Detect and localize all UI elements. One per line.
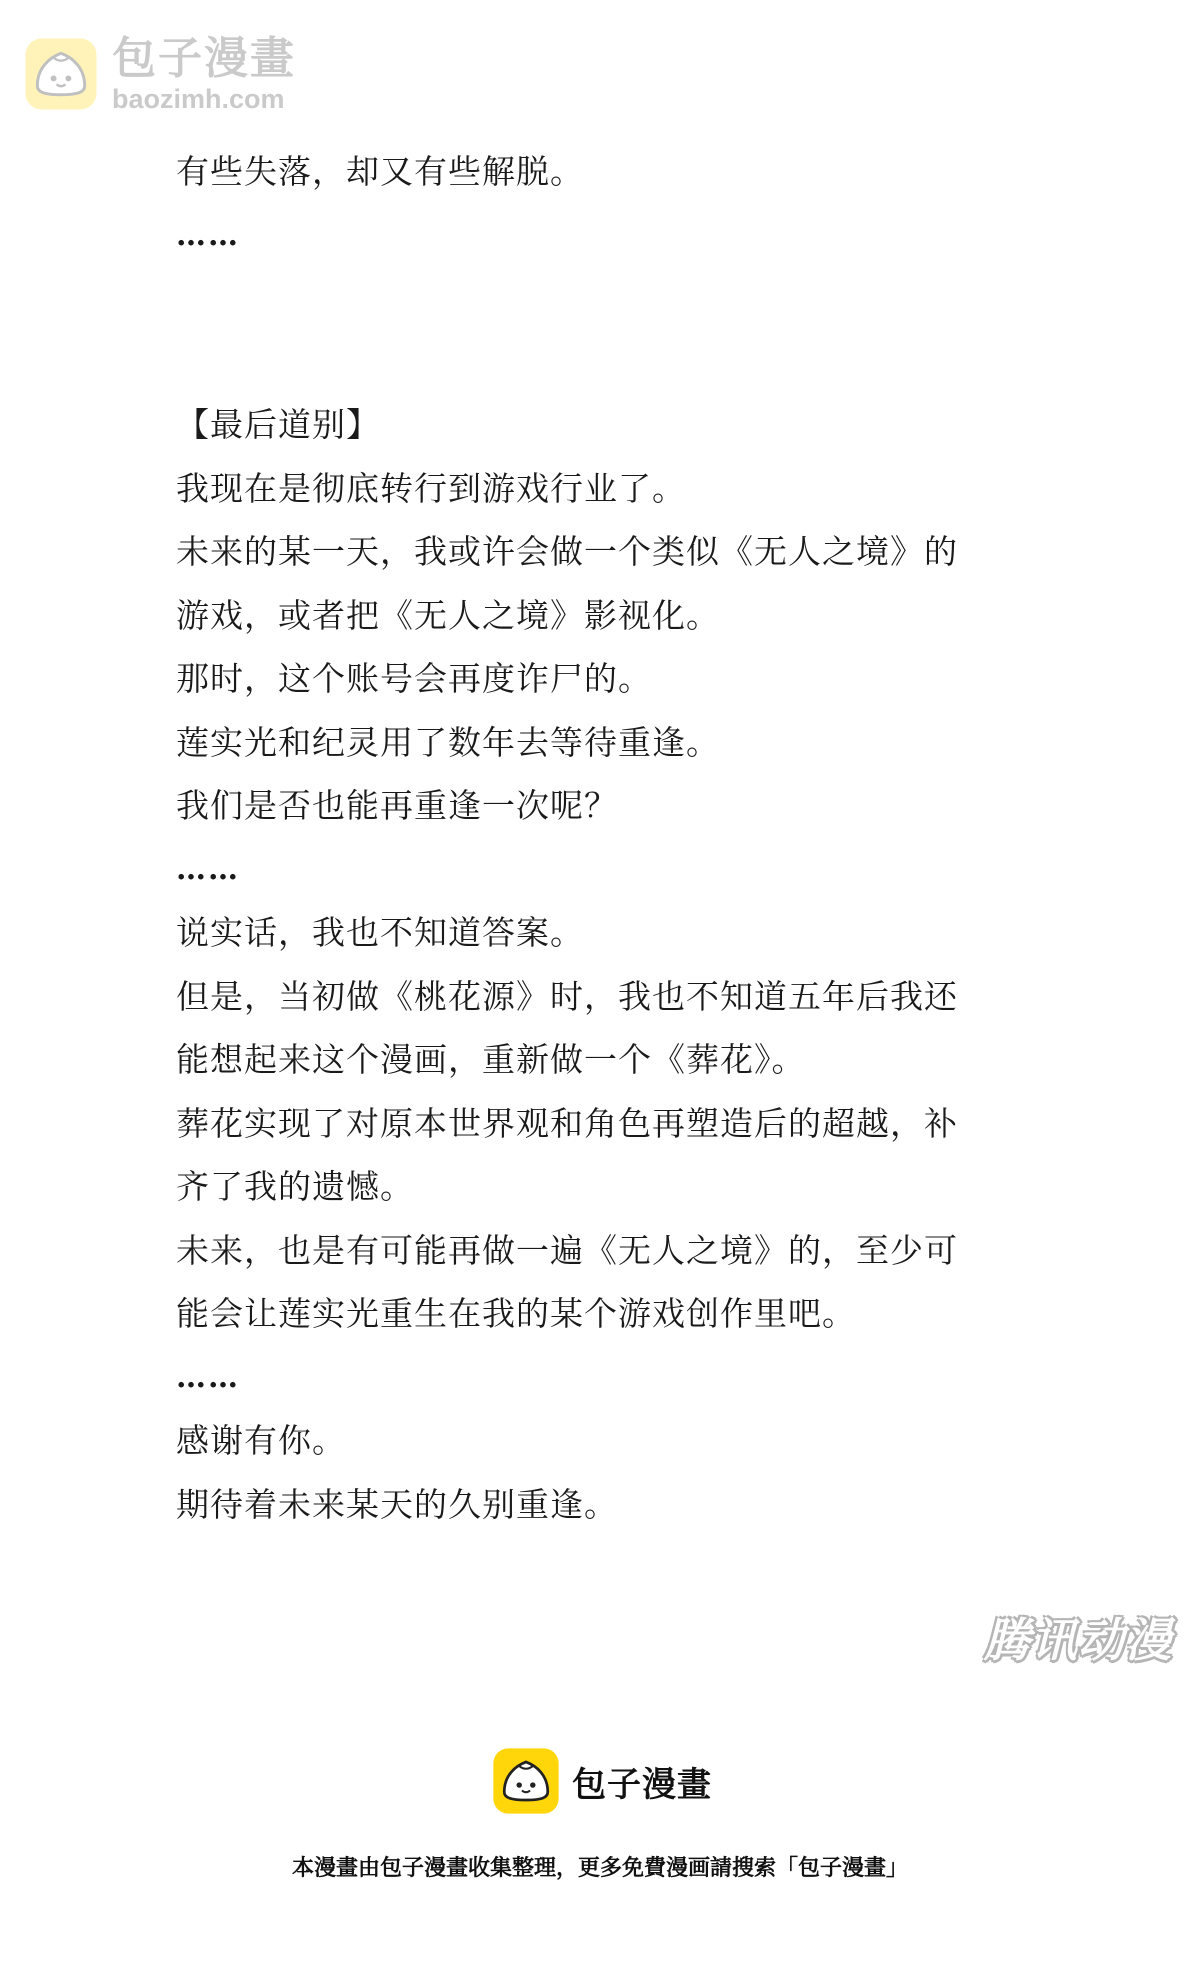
text-line: 但是，当初做《桃花源》时，我也不知道五年后我还: [176, 976, 958, 1016]
text-line: 我现在是彻底转行到游戏行业了。: [176, 468, 686, 508]
baozi-logo-icon: [492, 1747, 560, 1815]
tencent-comics-watermark: 腾讯动漫: [984, 1613, 1172, 1667]
article-body: [176, 140, 1076, 1536]
ellipsis-line: ……: [176, 851, 240, 887]
text-line: 能想起来这个漫画，重新做一个《葬花》。: [176, 1040, 806, 1079]
text-line: 齐了我的遗憾。: [176, 1167, 414, 1206]
text-line: 游戏，或者把《无人之境》影视化。: [176, 595, 720, 635]
text-line: 那时，这个账号会再度诈尸的。: [176, 659, 652, 698]
text-line: 我们是否也能再重逢一次呢？: [176, 786, 618, 825]
text-line: 莲实光和纪灵用了数年去等待重逢。: [176, 722, 720, 762]
paragraph-gap: [176, 267, 1076, 393]
watermark-domain: baozimh.com: [112, 84, 285, 114]
text-line: 期待着未来某天的久别重逢。: [176, 1484, 618, 1524]
text-line: 说实话，我也不知道答案。: [176, 913, 584, 952]
footer-note: 本漫畫由包子漫畫收集整理，更多免費漫画請搜索「包子漫畫」: [291, 1856, 908, 1881]
text-line: 感谢有你。: [176, 1421, 346, 1460]
text-line: 未来的某一天，我或许会做一个类似《无人之境》的: [176, 532, 958, 571]
section-heading: 【最后道别】: [176, 405, 380, 444]
text-line: 有些失落，却又有些解脱。: [176, 152, 584, 191]
watermark-name: 包子漫畫: [112, 33, 296, 84]
ellipsis-line: ……: [176, 217, 240, 253]
footer-brand: [492, 1747, 712, 1815]
text-line: 能会让莲实光重生在我的某个游戏创作里吧。: [176, 1294, 856, 1333]
text-line: 未来，也是有可能再做一遍《无人之境》的，至少可: [176, 1230, 958, 1270]
baozi-watermark: [24, 34, 296, 114]
text-line: 葬花实现了对原本世界观和角色再塑造后的超越，补: [176, 1103, 958, 1143]
baozi-logo-icon: [24, 37, 98, 111]
footer-brand-name: 包子漫畫: [572, 1764, 712, 1805]
ellipsis-line: ……: [176, 1359, 240, 1395]
